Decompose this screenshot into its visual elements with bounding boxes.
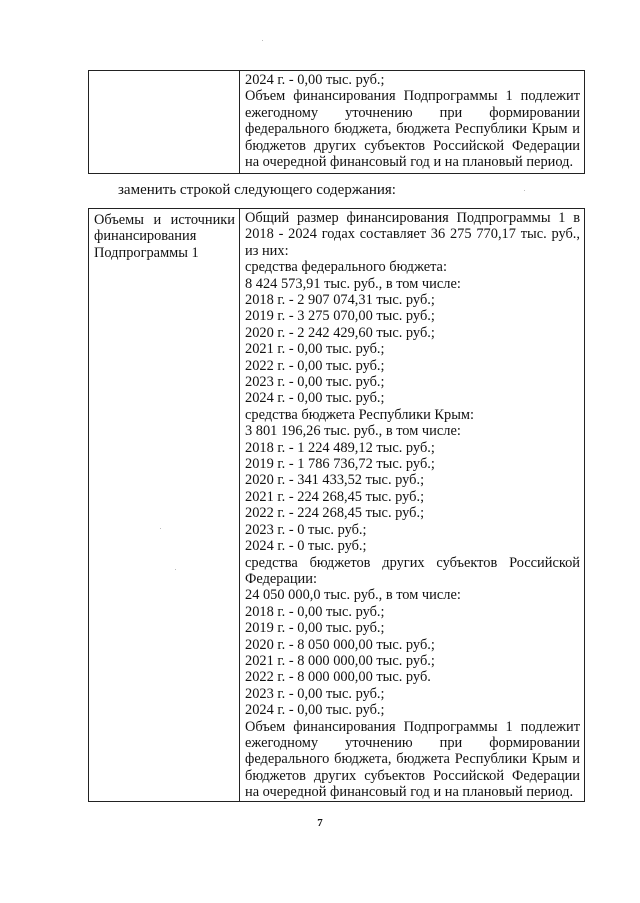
table-line: 2022 г. - 8 000 000,00 тыс. руб. bbox=[245, 669, 431, 686]
table-line: средства федерального бюджета: bbox=[245, 259, 447, 276]
table-line: ежегодному уточнению при формировании bbox=[245, 104, 580, 121]
scan-speck bbox=[524, 190, 525, 191]
table-cell-right bbox=[240, 209, 585, 802]
table-line: 2024 г. - 0,00 тыс. руб.; bbox=[245, 72, 385, 88]
table-line: 2021 г. - 0,00 тыс. руб.; bbox=[245, 341, 385, 358]
table-line: 2022 г. - 224 268,45 тыс. руб.; bbox=[245, 505, 425, 522]
table-line: из них: bbox=[245, 242, 289, 259]
table-line: 2018 - 2024 годах составляет 36 275 770,17 тыс. руб., bbox=[245, 226, 580, 243]
table-line: на очередной финансовый год и на плановый период. bbox=[245, 784, 574, 801]
page-number: 7 bbox=[317, 817, 323, 829]
table-line: 2018 г. - 0,00 тыс. руб.; bbox=[245, 603, 385, 620]
table-line: 2022 г. - 0,00 тыс. руб.; bbox=[245, 357, 385, 374]
table-line: Объем финансирования Подпрограммы 1 подлежит bbox=[245, 88, 580, 105]
scan-speck bbox=[175, 569, 176, 570]
table-line: 2021 г. - 8 000 000,00 тыс. руб.; bbox=[245, 652, 435, 669]
table-line: 2023 г. - 0 тыс. руб.; bbox=[245, 521, 367, 538]
replace-instruction: заменить строкой следующего содержания: bbox=[118, 182, 396, 198]
table-line: 2019 г. - 1 786 736,72 тыс. руб.; bbox=[245, 456, 435, 473]
table-cell-left bbox=[89, 209, 240, 802]
table-line: федерального бюджета, бюджета Республики Крым и bbox=[245, 751, 580, 768]
table-line: средства бюджетов других субъектов Российской bbox=[245, 554, 580, 571]
scan-speck bbox=[160, 528, 161, 529]
table-line: 2020 г. - 8 050 000,00 тыс. руб.; bbox=[245, 636, 435, 653]
table-line: 2019 г. - 0,00 тыс. руб.; bbox=[245, 620, 385, 637]
left-cell-text bbox=[89, 71, 239, 74]
table-line: 2024 г. - 0,00 тыс. руб.; bbox=[245, 390, 385, 407]
table-row bbox=[89, 209, 585, 802]
table-cell-right bbox=[240, 71, 585, 174]
row-header-line: финансирования bbox=[94, 228, 197, 245]
table-line: бюджетов других субъектов Российской Федерации bbox=[245, 767, 580, 784]
table-line: 2024 г. - 0,00 тыс. руб.; bbox=[245, 702, 385, 719]
table-line: на очередной финансовый год и на плановый период. bbox=[245, 153, 574, 170]
new-text-table bbox=[88, 208, 585, 802]
table-line: Федерации: bbox=[245, 570, 317, 587]
table-line: 2023 г. - 0,00 тыс. руб.; bbox=[245, 374, 385, 391]
row-header-line: Подпрограммы 1 bbox=[94, 244, 199, 261]
table-line: федерального бюджета, бюджета Республики Крым и bbox=[245, 121, 580, 138]
scan-speck bbox=[262, 40, 263, 41]
table-line: 24 050 000,0 тыс. руб., в том числе: bbox=[245, 587, 461, 604]
row-header-line: Объемы и источники bbox=[94, 212, 235, 228]
table-line: 2019 г. - 3 275 070,00 тыс. руб.; bbox=[245, 308, 435, 325]
table-line: 2021 г. - 224 268,45 тыс. руб.; bbox=[245, 488, 425, 505]
table-line: 2023 г. - 0,00 тыс. руб.; bbox=[245, 685, 385, 702]
table-line: 2020 г. - 341 433,52 тыс. руб.; bbox=[245, 472, 425, 489]
table-line: бюджетов других субъектов Российской Федерации bbox=[245, 137, 580, 154]
table-line: 2020 г. - 2 242 429,60 тыс. руб.; bbox=[245, 324, 435, 341]
table-cell-left bbox=[89, 71, 240, 174]
table-line: 3 801 196,26 тыс. руб., в том числе: bbox=[245, 423, 461, 440]
table-line: 2024 г. - 0 тыс. руб.; bbox=[245, 538, 367, 555]
table-line: 8 424 573,91 тыс. руб., в том числе: bbox=[245, 275, 461, 292]
table-line: 2018 г. - 2 907 074,31 тыс. руб.; bbox=[245, 292, 435, 308]
previous-text-table bbox=[88, 70, 585, 174]
table-row bbox=[89, 71, 585, 174]
table-line: средства бюджета Республики Крым: bbox=[245, 406, 474, 423]
table-line: 2018 г. - 1 224 489,12 тыс. руб.; bbox=[245, 439, 435, 456]
table-line: Общий размер финансирования Подпрограммы 1 в bbox=[245, 210, 580, 226]
table-line: Объем финансирования Подпрограммы 1 подлежит bbox=[245, 718, 580, 735]
table-line: ежегодному уточнению при формировании bbox=[245, 734, 580, 751]
